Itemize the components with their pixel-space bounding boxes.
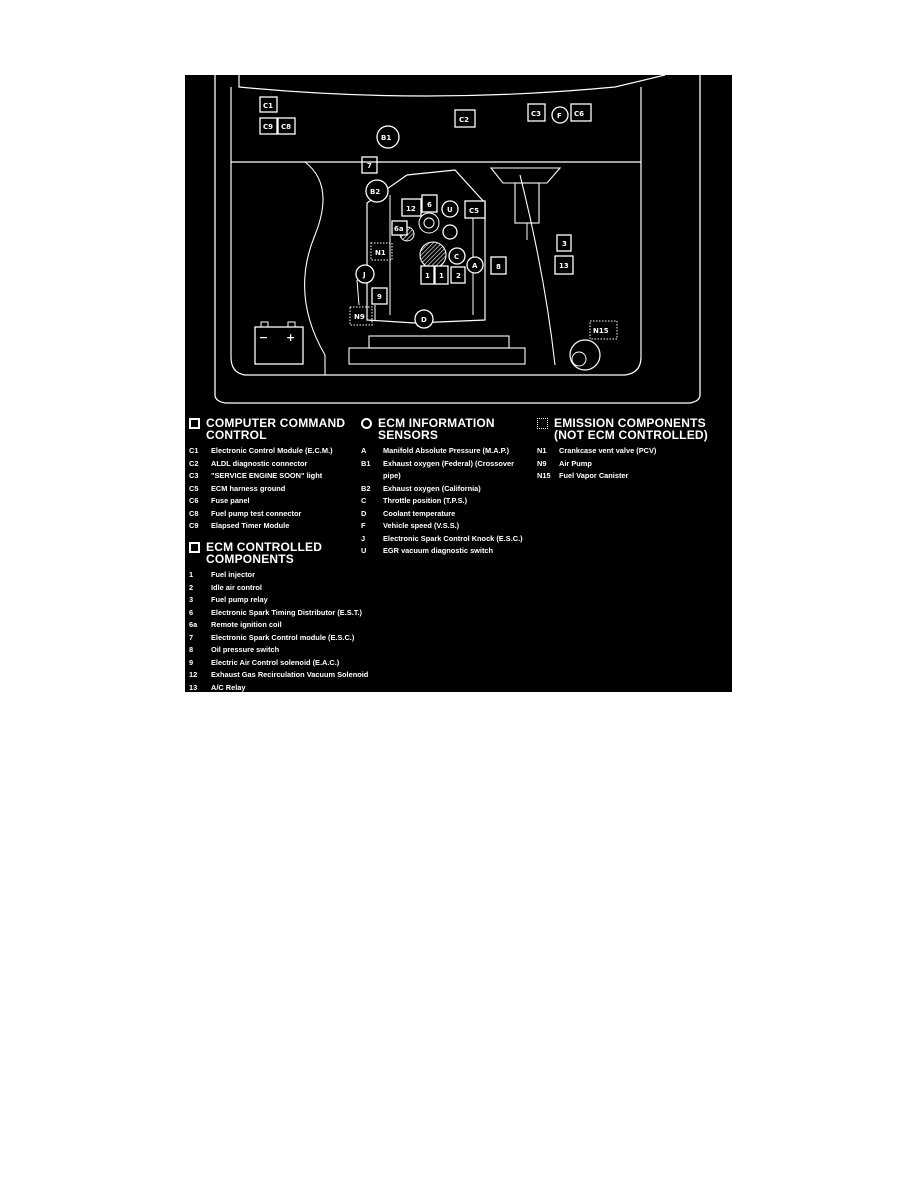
- legend-sensors-header: [361, 417, 533, 441]
- legend-ecm-information-sensors: [361, 417, 533, 558]
- fender-curve: [239, 75, 665, 96]
- callout-c6: C6: [574, 110, 585, 118]
- callout-1a: 1: [425, 272, 430, 280]
- battery-terminal-pos: [288, 322, 295, 327]
- legend-item: D Coolant temperature: [361, 508, 456, 518]
- legend-item: 7 Electronic Spark Control module (E.S.C.): [189, 632, 355, 642]
- legend-item: C1 Electronic Control Module (E.C.M.): [189, 446, 333, 455]
- legend-item: C6 Fuse panel: [189, 496, 250, 505]
- square-symbol-icon: [189, 418, 200, 429]
- legend-item: A Manifold Absolute Pressure (M.A.P.): [361, 446, 510, 455]
- callout-n1: N1: [375, 249, 386, 257]
- callout-6a: 6a: [394, 225, 404, 233]
- legend-item: 13 A/C Relay: [189, 682, 246, 692]
- square-symbol-icon: [189, 542, 200, 553]
- legend-ccc-items: [189, 445, 361, 533]
- callout-c8: C8: [281, 123, 292, 131]
- egr-valve: [443, 225, 457, 239]
- legend-sensors-title-1: ECM INFORMATION: [378, 416, 495, 430]
- callout-1b: 1: [439, 272, 444, 280]
- legend-item: C3 "SERVICE ENGINE SOON" light: [189, 471, 323, 480]
- legend-item: N9 Air Pump: [537, 458, 592, 468]
- callout-c2: C2: [459, 116, 470, 124]
- callout-3: 3: [562, 240, 567, 248]
- legend-item: 1 Fuel injector: [189, 570, 255, 579]
- radiator-lower: [349, 348, 525, 364]
- callout-8: 8: [496, 263, 501, 271]
- right-inner-fender: [520, 175, 555, 365]
- legend-item: 12 Exhaust Gas Recirculation Vacuum Solenoid: [189, 670, 369, 679]
- battery-terminal-neg: [261, 322, 268, 327]
- callout-12: 12: [406, 205, 416, 213]
- wire-j: [357, 280, 359, 305]
- legend-item: J Electronic Spark Control Knock (E.S.C.): [361, 533, 523, 543]
- legend-controlled-items: [189, 569, 379, 692]
- legend-item: C8 Fuel pump test connector: [189, 508, 302, 518]
- legend-item: N15 Fuel Vapor Canister: [537, 471, 629, 480]
- callout-u: U: [447, 206, 453, 214]
- radiator-upper: [369, 336, 509, 348]
- legend-controlled-title-1: ECM CONTROLLED: [206, 540, 323, 554]
- legend-sensors-items: [361, 445, 533, 558]
- distributor-cap: [419, 213, 439, 233]
- legend-item: F Vehicle speed (V.S.S.): [361, 521, 460, 530]
- legend-item: 6a Remote ignition coil: [189, 620, 282, 629]
- legend-item: U EGR vacuum diagnostic switch: [361, 546, 494, 555]
- legend-item: C Throttle position (T.P.S.): [361, 496, 468, 505]
- callout-b2: B2: [370, 188, 381, 196]
- callout-c9: C9: [263, 123, 274, 131]
- legend-item: C9 Elapsed Timer Module: [189, 521, 290, 530]
- legend-controlled-header: [189, 541, 379, 565]
- callout-c5: C5: [469, 207, 480, 215]
- callout-n15: N15: [593, 327, 609, 335]
- legend-item: N1 Crankcase vent valve (PCV): [537, 446, 657, 455]
- distributor-cap-inner: [424, 218, 434, 228]
- vapor-canister-port: [572, 352, 586, 366]
- legend-item: 3 Fuel pump relay: [189, 595, 268, 604]
- legend-ccc-header: [189, 417, 361, 441]
- legend-emission-items: [537, 445, 727, 483]
- legend-item: 9 Electric Air Control solenoid (E.A.C.): [189, 657, 340, 667]
- legend-emission-header: [537, 417, 727, 441]
- legend-item: C5 ECM harness ground: [189, 483, 286, 493]
- callout-9: 9: [377, 293, 382, 301]
- legend-item: B1 Exhaust oxygen (Federal) (Crossover pipe): [361, 458, 515, 480]
- legend-emission-title-1: EMISSION COMPONENTS: [554, 416, 706, 430]
- callout-f: F: [557, 112, 562, 120]
- legend-ecm-controlled-components: [189, 541, 379, 692]
- callout-j: J: [363, 271, 366, 279]
- legend-computer-command-control: [189, 417, 361, 533]
- circle-symbol-icon: [361, 418, 372, 429]
- air-cleaner-duct: [491, 168, 560, 183]
- callout-n9: N9: [354, 313, 365, 321]
- callout-c: C: [454, 253, 460, 261]
- engine-compartment-diagram: [185, 75, 732, 415]
- callout-c3: C3: [531, 110, 542, 118]
- legend-controlled-title-2: COMPONENTS: [206, 552, 295, 566]
- legend-item: C2 ALDL diagnostic connector: [189, 458, 308, 468]
- callout-b1: B1: [381, 134, 392, 142]
- callout-13: 13: [559, 262, 569, 270]
- battery-plus-label: +: [286, 331, 296, 344]
- legend-sensors-title-2: SENSORS: [378, 428, 439, 442]
- legend-ccc-title-2: CONTROL: [206, 428, 267, 442]
- throttle-body: [420, 242, 446, 268]
- callout-7: 7: [367, 162, 372, 170]
- callout-d: D: [421, 316, 427, 324]
- battery-minus-label: −: [259, 331, 269, 344]
- left-inner-fender: [305, 162, 325, 375]
- dotted-square-symbol-icon: [537, 418, 548, 429]
- callout-2: 2: [456, 272, 461, 280]
- legend-ccc-title-1: COMPUTER COMMAND: [206, 416, 346, 430]
- callout-6: 6: [427, 201, 432, 209]
- legend-emission-title-2: (NOT ECM CONTROLLED): [554, 428, 708, 442]
- callout-a: A: [472, 262, 478, 270]
- legend-emission-components: [537, 417, 727, 483]
- legend-item: 6 Electronic Spark Timing Distributor (E.S.T.): [189, 607, 362, 617]
- legend-item: 2 Idle air control: [189, 582, 262, 592]
- component-locator-figure: [185, 75, 732, 692]
- legend-item: B2 Exhaust oxygen (California): [361, 483, 481, 493]
- legend-item: 8 Oil pressure switch: [189, 645, 280, 654]
- callout-c1: C1: [263, 102, 274, 110]
